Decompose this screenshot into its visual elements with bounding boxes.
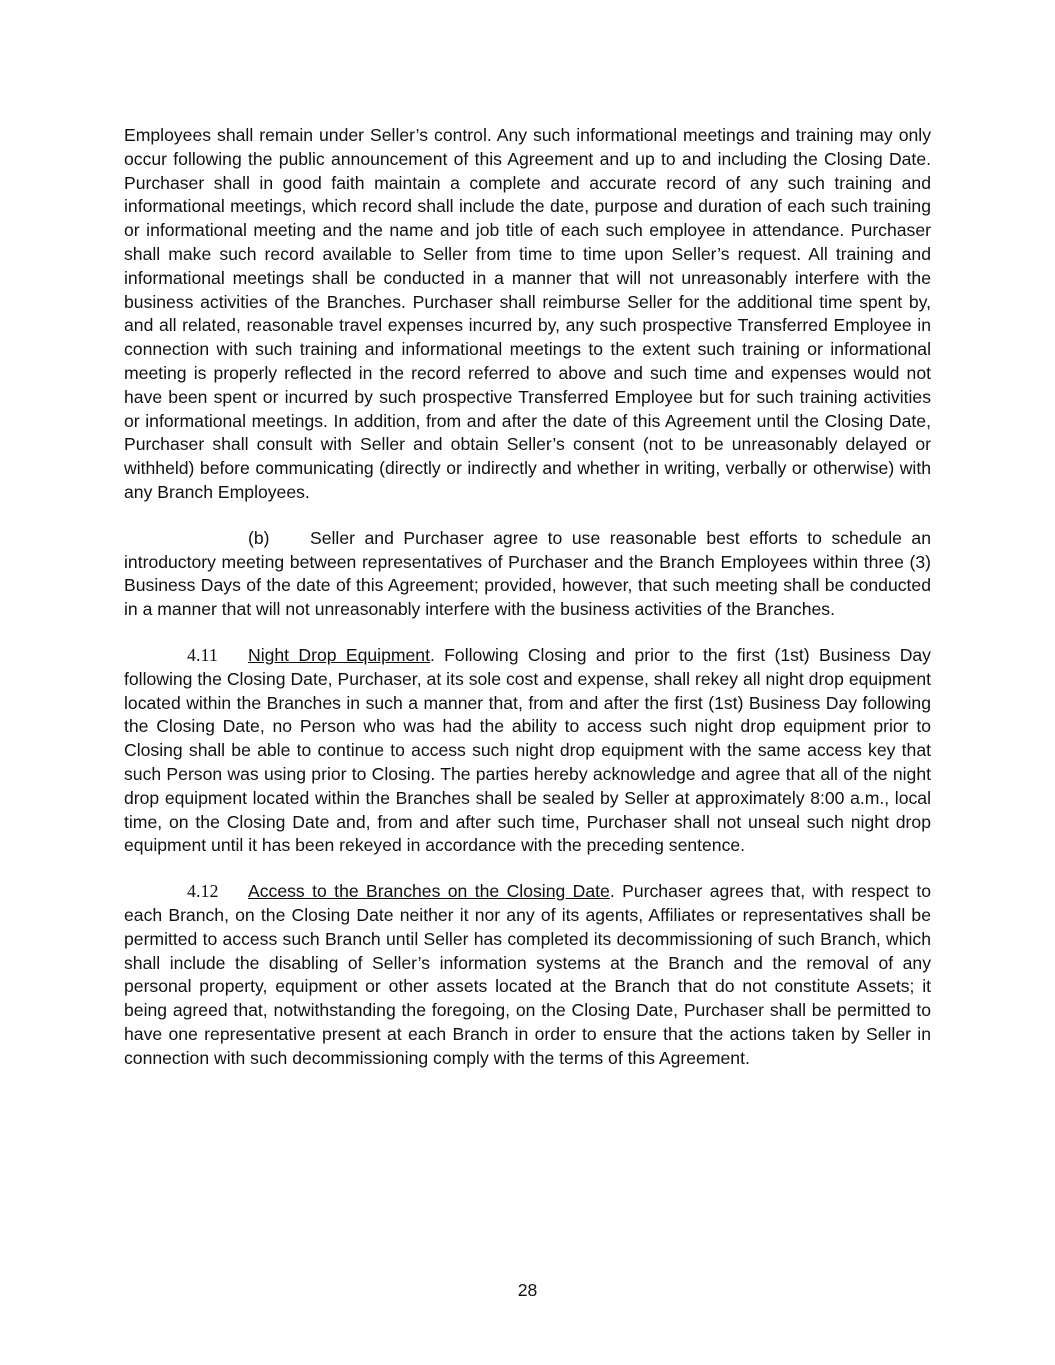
section-4-12-access-to-branches <box>124 880 931 1070</box>
section-text: . Following Closing and prior to the first (1st) Business Day following the Closing Date, Purchaser, at its sole cost and expense, shall rekey all night drop equipment located within the Branches in such a manner that, from and after the first (1st) Business Day following the Closing Date, no Person who was had the ability to access such night drop equipment prior to Closing shall be able to continue to access such night drop equipment with the same access key that such Person was using prior to Closing. The parties hereby acknowledge and agree that all of the night drop equipment located within the Branches shall be sealed by Seller at approximately 8:00 a.m., local time, on the Closing Date and, from and after such time, Purchaser shall not unseal such night drop equipment until it has been rekeyed in accordance with the preceding sentence. <box>124 644 931 856</box>
document-page <box>124 124 931 1092</box>
section-heading: Night Drop Equipment <box>248 644 430 665</box>
section-4-11-night-drop-equipment <box>124 644 931 858</box>
section-heading: Access to the Branches on the Closing Date <box>248 881 610 902</box>
paragraph-b-introductory-meeting <box>124 527 931 622</box>
section-text: . Purchaser agrees that, with respect to each Branch, on the Closing Date neither it nor any of its agents, Affiliates or representatives shall be permitted to access such Branch until Seller has completed its decommissioning of such Branch, which shall include the disabling of Seller’s information systems at the Branch and the removal of any personal property, equipment or other assets located at the Branch that do not constitute Assets; it being agreed that, notwithstanding the foregoing, on the Closing Date, Purchaser shall be permitted to have one representative present at each Branch in order to ensure that the actions taken by Seller in connection with such decommissioning comply with the terms of this Agreement. <box>124 881 932 1068</box>
paragraph-text: Employees shall remain under Seller’s control. Any such informational meetings and training may only occur following the public announcement of this Agreement and up to and including the Closing Date. Purchaser shall in good faith maintain a complete and accurate record of any such training and informational meetings, which record shall include the date, purpose and duration of each such training or informational meeting and the name and job title of each such employee in attendance. Purchaser shall make such record available to Seller from time to time upon Seller’s request. All training and informational meetings shall be conducted in a manner that will not unreasonably interfere with the business activities of the Branches. Purchaser shall reimburse Seller for the additional time spent by, and all related, reasonable travel expenses incurred by, any such prospective Transferred Employee in connection with such training and informational meetings to the extent such training or informational meeting is properly reflected in the record referred to above and such time and expenses would not have been spent or incurred by such prospective Transferred Employee but for such training activities or informational meetings. In addition, from and after the date of this Agreement until the Closing Date, Purchaser shall consult with Seller and obtain Seller’s consent (not to be unreasonably delayed or withheld) before communicating (directly or indirectly and whether in writing, verbally or otherwise) with any Branch Employees. <box>124 125 931 502</box>
section-number: 4.11 <box>187 644 218 665</box>
subsection-label: (b) <box>248 527 270 548</box>
page-number: 28 <box>517 1280 538 1300</box>
section-number: 4.12 <box>187 881 219 902</box>
paragraph-continued-employees <box>124 124 931 505</box>
paragraph-text: Seller and Purchaser agree to use reasonable best efforts to schedule an introductory meeting between representatives of Purchaser and the Branch Employees within three (3) Business Days of the date of this Agreement; provided, however, that such meeting shall be conducted in a manner that will not unreasonably interfere with the business activities of the Branches. <box>124 527 931 620</box>
